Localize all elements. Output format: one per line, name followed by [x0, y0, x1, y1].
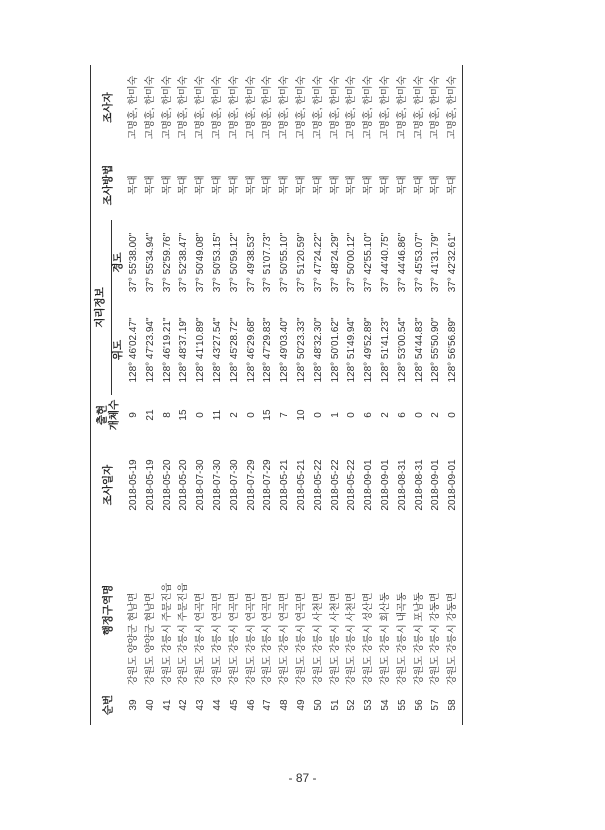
cell-surveyor: 고명훈, 한미숙	[295, 75, 307, 140]
cell-no: 39	[128, 699, 139, 711]
cell-lat: 128° 55'50.90"	[430, 317, 442, 383]
cell-date: 2018-07-30	[228, 459, 240, 511]
cell-date: 2018-05-22	[346, 459, 358, 511]
cell-count: 15	[178, 409, 190, 421]
cell-no: 46	[245, 699, 257, 711]
cell-surveyor: 고명훈, 한미숙	[430, 75, 442, 140]
cell-count: 6	[396, 412, 408, 418]
cell-region: 강원도 강릉시 내곡동	[396, 592, 408, 685]
cell-date: 2018-08-31	[396, 459, 408, 511]
cell-method: 목대	[346, 175, 358, 195]
cell-lat: 128° 46'02.47"	[128, 317, 139, 383]
cell-count: 15	[262, 409, 274, 421]
cell-no: 54	[379, 699, 391, 711]
cell-region: 강원도 강릉시 회산동	[379, 592, 391, 685]
table-row	[328, 65, 345, 725]
table-row	[294, 65, 311, 725]
cell-lat: 128° 46'19.21"	[161, 317, 173, 383]
cell-method: 목대	[445, 150, 462, 220]
cell-no: 41	[161, 699, 173, 711]
cell-lat: 128° 56'56.89"	[445, 305, 462, 395]
cell-count: 21	[144, 409, 156, 421]
survey-table	[90, 65, 463, 725]
cell-no: 55	[396, 699, 408, 711]
cell-lon: 37° 51'07.73"	[262, 232, 274, 293]
cell-count: 0	[445, 395, 462, 435]
cell-region: 강원도 강릉시 포남동	[413, 592, 425, 685]
cell-lat: 128° 41'10.89"	[195, 317, 207, 383]
cell-date: 2018-05-22	[312, 459, 324, 511]
cell-no: 57	[430, 699, 442, 711]
cell-lon: 37° 52'59.76"	[161, 232, 173, 293]
rotated-table-area	[90, 65, 460, 725]
cell-no: 45	[228, 699, 240, 711]
cell-no: 48	[279, 699, 291, 711]
cell-no: 51	[329, 699, 341, 711]
cell-date: 2018-05-21	[279, 459, 291, 511]
cell-lon: 37° 55'38.00"	[128, 232, 139, 293]
table-row	[395, 65, 412, 725]
cell-count: 0	[413, 412, 425, 418]
cell-date: 2018-07-30	[195, 459, 207, 511]
cell-lon: 37° 52'38.47"	[178, 232, 190, 293]
table-row	[143, 65, 160, 725]
cell-method: 목대	[195, 175, 207, 195]
cell-count: 1	[329, 412, 341, 418]
cell-no: 47	[262, 699, 274, 711]
cell-surveyor: 고명훈, 한미숙	[396, 75, 408, 140]
cell-date: 2018-07-30	[211, 459, 223, 511]
cell-no: 49	[295, 699, 307, 711]
cell-method: 목대	[413, 175, 425, 195]
cell-lat: 128° 45'28.72"	[228, 317, 240, 383]
cell-lat: 128° 47'23.94"	[144, 317, 156, 383]
cell-method: 목대	[279, 175, 291, 195]
cell-region: 강원도 강릉시 연곡면	[262, 592, 274, 685]
cell-count: 8	[161, 412, 173, 418]
cell-region: 강원도 강릉시 연곡면	[211, 592, 223, 685]
cell-lon: 37° 42'55.10"	[363, 232, 375, 293]
table-row	[176, 65, 193, 725]
cell-lat: 128° 49'52.89"	[363, 317, 375, 383]
cell-method: 목대	[430, 175, 442, 195]
cell-surveyor: 고명훈, 한미숙	[312, 75, 324, 140]
cell-no: 40	[144, 699, 156, 711]
table-row	[244, 65, 261, 725]
cell-region: 강원도 양양군 현남면	[144, 592, 156, 685]
cell-surveyor: 고명훈, 한미숙	[178, 75, 190, 140]
cell-region: 강원도 강릉시 연곡면	[295, 592, 307, 685]
cell-region: 강원도 강릉시 연곡면	[245, 592, 257, 685]
table-row	[193, 65, 210, 725]
cell-method: 목대	[211, 175, 223, 195]
header-geo: 지리정보	[91, 220, 112, 395]
cell-surveyor: 고명훈, 한미숙	[329, 75, 341, 140]
cell-method: 목대	[161, 175, 173, 195]
table-row	[428, 65, 445, 725]
cell-surveyor: 고명훈, 한미숙	[445, 65, 462, 150]
cell-lon: 37° 50'55.10"	[279, 232, 291, 293]
cell-date: 2018-09-01	[363, 459, 375, 511]
cell-surveyor: 고명훈, 한미숙	[211, 75, 223, 140]
cell-surveyor: 고명훈, 한미숙	[128, 75, 139, 140]
cell-date: 2018-09-01	[379, 459, 391, 511]
cell-no: 53	[363, 699, 375, 711]
header-lat: 위도	[112, 339, 125, 361]
cell-region: 강원도 강릉시 강동면	[445, 535, 462, 685]
table-row	[160, 65, 177, 725]
cell-method: 목대	[245, 175, 257, 195]
cell-date: 2018-05-20	[161, 459, 173, 511]
cell-surveyor: 고명훈, 한미숙	[161, 75, 173, 140]
cell-date: 2018-07-29	[245, 459, 257, 511]
cell-lon: 37° 50'49.08"	[195, 232, 207, 293]
cell-lat: 128° 50'01.62"	[329, 317, 341, 383]
cell-surveyor: 고명훈, 한미숙	[262, 75, 274, 140]
cell-surveyor: 고명훈, 한미숙	[379, 75, 391, 140]
cell-lon: 37° 44'46.86"	[396, 232, 408, 293]
table-row	[311, 65, 328, 725]
cell-surveyor: 고명훈, 한미숙	[363, 75, 375, 140]
cell-method: 목대	[262, 175, 274, 195]
cell-lat: 128° 51'41.23"	[379, 317, 391, 383]
cell-lon: 37° 44'40.75"	[379, 232, 391, 293]
cell-region: 강원도 강릉시 주문진읍	[178, 582, 190, 685]
cell-method: 목대	[363, 175, 375, 195]
cell-count: 2	[379, 412, 391, 418]
table-row	[126, 65, 143, 725]
cell-no: 42	[178, 699, 190, 711]
cell-lat: 128° 47'29.83"	[262, 317, 274, 383]
cell-no: 58	[445, 685, 462, 725]
cell-count: 2	[228, 412, 240, 418]
cell-count: 0	[312, 412, 324, 418]
cell-date: 2018-08-31	[413, 459, 425, 511]
cell-surveyor: 고명훈, 한미숙	[195, 75, 207, 140]
cell-date: 2018-05-19	[144, 459, 156, 511]
header-lon: 경도	[112, 252, 125, 273]
cell-count: 0	[346, 412, 358, 418]
cell-method: 목대	[144, 175, 156, 195]
cell-surveyor: 고명훈, 한미숙	[228, 75, 240, 140]
cell-surveyor: 고명훈, 한미숙	[413, 75, 425, 140]
page-number: - 87 -	[288, 771, 317, 785]
cell-lat: 128° 46'29.68"	[245, 317, 257, 383]
cell-lat: 128° 50'23.33"	[295, 317, 307, 383]
table-header	[91, 65, 127, 725]
cell-lon: 37° 42'32.61"	[445, 220, 462, 305]
cell-lat: 128° 54'44.83"	[413, 317, 425, 383]
cell-method: 목대	[295, 175, 307, 195]
cell-lat: 128° 49'03.40"	[279, 317, 291, 383]
cell-count: 9	[128, 412, 139, 418]
cell-method: 목대	[228, 175, 240, 195]
cell-lon: 37° 50'53.15"	[211, 232, 223, 293]
cell-region: 강원도 강릉시 사천면	[329, 592, 341, 685]
cell-region: 강원도 강릉시 연곡면	[279, 592, 291, 685]
cell-no: 43	[195, 699, 207, 711]
cell-count: 10	[295, 409, 307, 421]
cell-date: 2018-05-22	[329, 459, 341, 511]
table-row	[412, 65, 429, 725]
cell-region: 강원도 강릉시 강동면	[430, 592, 442, 685]
cell-region: 강원도 강릉시 성산면	[363, 592, 375, 685]
cell-no: 50	[312, 699, 324, 711]
cell-lon: 37° 48'24.29"	[329, 232, 341, 293]
cell-method: 목대	[379, 175, 391, 195]
cell-region: 강원도 강릉시 연곡면	[228, 592, 240, 685]
cell-lat: 128° 51'49.94"	[346, 317, 358, 383]
cell-surveyor: 고명훈, 한미숙	[144, 75, 156, 140]
table-row	[260, 65, 277, 725]
cell-count: 6	[363, 412, 375, 418]
cell-date: 2018-09-01	[430, 459, 442, 511]
cell-method: 목대	[329, 175, 341, 195]
cell-lat: 128° 48'32.30"	[312, 317, 324, 383]
cell-no: 44	[211, 699, 223, 711]
cell-count: 0	[195, 412, 207, 418]
header-surveyor: 조사자	[91, 65, 127, 150]
cell-region: 강원도 강릉시 사천면	[346, 592, 358, 685]
header-no: 순번	[91, 685, 127, 725]
cell-method: 목대	[178, 175, 190, 195]
cell-date: 2018-05-19	[128, 459, 139, 511]
cell-lon: 37° 51'20.59"	[295, 232, 307, 293]
table-row	[277, 65, 294, 725]
cell-region: 강원도 양양군 현남면	[128, 592, 139, 685]
cell-date: 2018-05-21	[295, 459, 307, 511]
cell-lon: 37° 50'00.12"	[346, 232, 358, 293]
header-method: 조사방법	[91, 150, 127, 220]
cell-region: 강원도 강릉시 사천면	[312, 592, 324, 685]
cell-count: 0	[245, 412, 257, 418]
cell-lat: 128° 43'27.54"	[211, 317, 223, 383]
cell-lon: 37° 55'34.94"	[144, 232, 156, 293]
cell-date: 2018-05-20	[178, 459, 190, 511]
cell-no: 56	[413, 699, 425, 711]
header-date: 조사일자	[91, 435, 127, 535]
cell-lon: 37° 41'31.79"	[430, 232, 442, 293]
cell-surveyor: 고명훈, 한미숙	[245, 75, 257, 140]
cell-surveyor: 고명훈, 한미숙	[279, 75, 291, 140]
table-row	[445, 65, 462, 725]
cell-date: 2018-09-01	[445, 435, 462, 535]
cell-lat: 128° 53'00.54"	[396, 317, 408, 383]
table-row	[210, 65, 227, 725]
cell-region: 강원도 강릉시 주문진읍	[161, 582, 173, 685]
table-row	[344, 65, 361, 725]
cell-method: 목대	[396, 175, 408, 195]
cell-method: 목대	[312, 175, 324, 195]
cell-count: 7	[279, 412, 291, 418]
table-wrapper	[90, 65, 460, 725]
header-region: 행정구역명	[91, 535, 127, 685]
cell-count: 11	[211, 409, 223, 421]
table-body	[126, 65, 462, 725]
table-row	[378, 65, 395, 725]
cell-lon: 37° 49'38.53"	[245, 232, 257, 293]
cell-method: 목대	[128, 175, 139, 195]
cell-count: 2	[430, 412, 442, 418]
table-row	[227, 65, 244, 725]
cell-lat: 128° 48'37.19"	[178, 317, 190, 383]
cell-lon: 37° 47'24.22"	[312, 232, 324, 293]
cell-no: 52	[346, 699, 358, 711]
header-count: 출현 개체수	[91, 395, 127, 435]
cell-surveyor: 고명훈, 한미숙	[346, 75, 358, 140]
cell-region: 강원도 강릉시 연곡면	[195, 592, 207, 685]
cell-lon: 37° 45'53.07"	[413, 232, 425, 293]
table-row	[361, 65, 378, 725]
cell-date: 2018-07-29	[262, 459, 274, 511]
cell-lon: 37° 50'59.12"	[228, 232, 240, 293]
